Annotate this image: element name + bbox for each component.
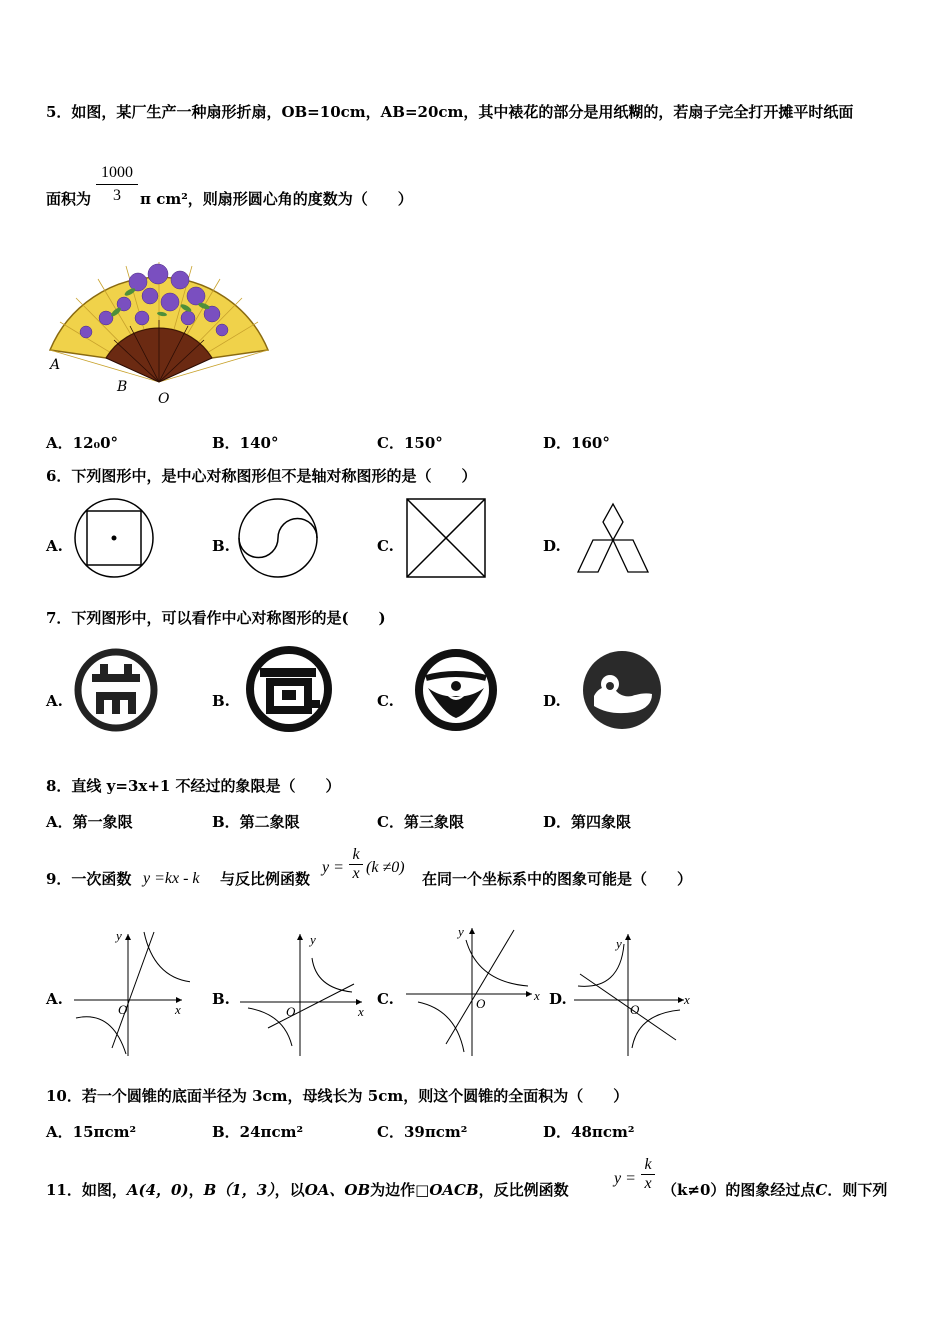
q5-option-b: B．140° xyxy=(212,434,279,452)
q5-stem-line2-prefix: 面积为 xyxy=(46,190,92,208)
q7-label-b: B. xyxy=(212,692,230,710)
q9-frac-denominator: x xyxy=(352,865,360,882)
q9-inverse-fraction xyxy=(349,846,363,883)
q5-option-a: A．12₀0° xyxy=(46,434,119,452)
q11-condition: （k≠0） xyxy=(662,1181,726,1199)
q7-label-a: A. xyxy=(46,692,63,710)
q11-suffix: 的图象经过点 xyxy=(725,1181,816,1199)
q9-a-axis-x: x xyxy=(175,1002,181,1017)
q6-figure-c-square-diagonals xyxy=(404,496,488,580)
q7-label-c: C. xyxy=(377,692,394,710)
q11-point-a: A(4，0) xyxy=(126,1181,189,1199)
q9-stem-mid: 与反比例函数 xyxy=(220,870,311,888)
q9-b-axis-x: x xyxy=(358,1004,364,1019)
q11-function-y: y = xyxy=(614,1170,636,1187)
q9-b-axis-y: y xyxy=(310,932,316,947)
q6-label-c: C. xyxy=(377,537,394,555)
q6-figure-b-yin-yang xyxy=(236,496,320,580)
q11-stem-line xyxy=(46,1181,569,1199)
q8-option-a: A．第一象限 xyxy=(46,813,133,831)
q11-sides: OA、OB xyxy=(304,1181,371,1199)
q9-b-origin: O xyxy=(286,1004,296,1019)
q6-figure-d-three-rhombi xyxy=(568,496,658,580)
q5-stem-line1: 5．如图，某厂生产一种扇形折扇，OB=10cm，AB=20cm，其中裱花的部分是用纸糊的，若扇子完全打开摊平时纸面 xyxy=(46,103,854,121)
q9-label-b: B. xyxy=(212,990,230,1008)
q5-frac-denominator: 3 xyxy=(113,187,121,204)
q9-graph-a xyxy=(72,928,190,1058)
q5-stem-line2-suffix: π cm²，则扇形圆心角的度数为（ ） xyxy=(140,190,413,208)
q8-option-c: C．第三象限 xyxy=(377,813,464,831)
q11-point-b: B（1，3） xyxy=(203,1181,275,1199)
q10-option-d: D．48πcm² xyxy=(543,1123,635,1141)
q9-graph-b xyxy=(238,928,372,1058)
q9-graph-c xyxy=(404,924,544,1058)
q9-c-axis-y: y xyxy=(458,924,464,939)
q11-parallelogram: □OACB xyxy=(415,1181,479,1199)
q11-sep4: ，反比例函数 xyxy=(478,1181,569,1199)
q6-figure-a-circle-square xyxy=(72,496,156,580)
q10-option-b: B．24πcm² xyxy=(212,1123,304,1141)
q8-stem: 8．直线 y=3x+1 不经过的象限是（ ） xyxy=(46,777,341,795)
q10-option-a: A．15πcm² xyxy=(46,1123,137,1141)
q9-linear-function: y =kx - k xyxy=(143,870,200,887)
q9-inverse-function-y: y = xyxy=(322,859,344,876)
q9-c-axis-x: x xyxy=(534,988,540,1003)
q11-sep1: ， xyxy=(188,1181,204,1199)
q5-frac-numerator: 1000 xyxy=(101,164,133,181)
q9-d-origin: O xyxy=(630,1002,640,1017)
q7-label-d: D. xyxy=(543,692,561,710)
folding-fan-image xyxy=(46,252,276,412)
q9-graph-d xyxy=(572,928,696,1058)
q9-label-d: D. xyxy=(549,990,567,1008)
q5-option-c: C．150° xyxy=(377,434,443,452)
q7-figure-c-emblem xyxy=(414,648,498,732)
q6-label-a: A. xyxy=(46,537,63,555)
q7-figure-b-emblem xyxy=(246,646,332,732)
q10-stem: 10．若一个圆锥的底面半径为 3cm，母线长为 5cm，则这个圆锥的全面积为（ ） xyxy=(46,1087,629,1105)
q5-option-d: D．160° xyxy=(543,434,610,452)
q11-frac-numerator: k xyxy=(644,1156,652,1173)
q9-stem-prefix: 9．一次函数 xyxy=(46,870,132,888)
q9-d-axis-x: x xyxy=(684,992,690,1007)
q9-label-c: C. xyxy=(377,990,394,1008)
q11-sep3: 为边作 xyxy=(370,1181,416,1199)
q9-label-a: A. xyxy=(46,990,63,1008)
q8-option-b: B．第二象限 xyxy=(212,813,300,831)
q9-a-origin: O xyxy=(118,1002,128,1017)
q11-prefix: 11．如图， xyxy=(46,1181,127,1199)
q11-fraction xyxy=(641,1156,655,1193)
q11-frac-denominator: x xyxy=(644,1175,652,1192)
q9-a-axis-y: y xyxy=(116,928,122,943)
q11-sep2: ，以 xyxy=(274,1181,305,1199)
fan-label-a: A xyxy=(50,357,61,373)
q6-stem: 6．下列图形中，是中心对称图形但不是轴对称图形的是（ ） xyxy=(46,467,477,485)
q11-tail: ．则下列 xyxy=(827,1181,888,1199)
q9-stem-suffix: 在同一个坐标系中的图象可能是（ ） xyxy=(422,870,693,888)
q11-point-c: C xyxy=(815,1181,828,1199)
q9-c-origin: O xyxy=(476,996,486,1011)
q10-option-c: C．39πcm² xyxy=(377,1123,468,1141)
q7-stem: 7．下列图形中，可以看作中心对称图形的是( ) xyxy=(46,609,386,627)
fan-label-o: O xyxy=(158,391,170,407)
q8-option-d: D．第四象限 xyxy=(543,813,632,831)
q9-inverse-condition: (k ≠0) xyxy=(366,859,405,876)
q7-figure-d-emblem xyxy=(580,648,664,732)
q6-label-d: D. xyxy=(543,537,561,555)
q9-frac-numerator: k xyxy=(352,846,360,863)
q9-d-axis-y: y xyxy=(616,936,622,951)
fan-label-b: B xyxy=(117,379,128,395)
q11-stem-tail xyxy=(662,1181,887,1199)
q5-area-fraction xyxy=(96,163,138,206)
q7-figure-a-emblem xyxy=(74,648,158,732)
q6-label-b: B. xyxy=(212,537,230,555)
